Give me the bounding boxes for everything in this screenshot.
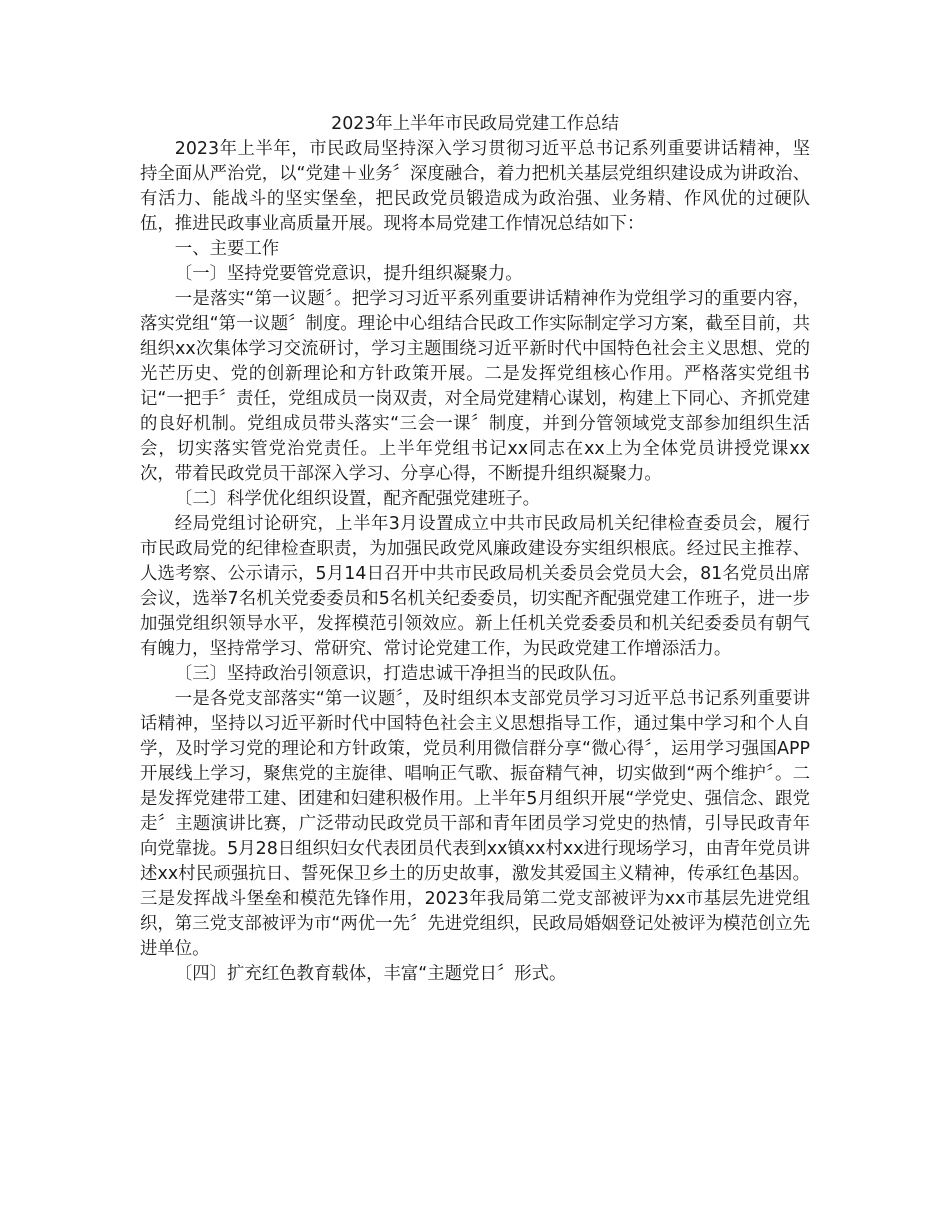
subsection-heading-4: 〔四〕扩充红色教育载体，丰富“主题党日〞形式。 — [174, 964, 567, 984]
section-heading-main-work: 一、主要工作 — [174, 239, 280, 259]
subsection-heading-2: 〔二〕科学优化组织设置，配齐配强党建班子。 — [174, 489, 541, 509]
subsection-body-1: 一是落实“第一议题〞。把学习习近平系列重要讲话精神作为党组学习的重要内容，落实党组“第一议题〞制度。理论中心组结合民政工作实际制定学习方案，截至目前，共组织xx次集体学习交流研讨，学习主题围绕习近平新时代中国特色社会主义思想、党的光芒历史、党的创新理论和方针政策开展。二是发挥党组核心作用。严格落实党组书记“一把手〞责任，党组成员一岗双责，对全局党建精心谋划，构建上下同心、齐抓党建的良好机制。党组成员带头落实“三会一课〞制度，并到分管领域党支部参加组织生活会，切实落实管党治党责任。上半年党组书记xx同志在xx上为全体党员讲授党课xx次，带着民政党员干部深入学习、分享心得，不断提升组织凝聚力。 — [140, 289, 810, 484]
document-page — [140, 112, 810, 987]
subsection-heading-3: 〔三〕坚持政治引领意识，打造忠诚干净担当的民政队伍。 — [174, 664, 627, 684]
subsection-body-2: 经局党组讨论研究，上半年3月设置成立中共市民政局机关纪律检查委员会，履行市民政局党的纪律检查职责，为加强民政党风廉政建设夯实组织根底。经过民主推荐、人选考察、公示请示，5月14日召开中共市民政局机关委员会党员大会，81名党员出席会议，选举7名机关党委委员和5名机关纪委委员，切实配齐配强党建工作班子，进一步加强党组织领导水平，发挥模范引领效应。新上任机关党委委员和机关纪委委员有朝气有魄力，坚持常学习、常研究、常讨论党建工作，为民政党建工作增添活力。 — [140, 514, 810, 659]
subsection-heading-1: 〔一〕坚持党要管党意识，提升组织凝聚力。 — [174, 264, 523, 284]
document-title: 2023年上半年市民政局党建工作总结 — [331, 114, 619, 134]
intro-paragraph: 2023年上半年，市民政局坚持深入学习贯彻习近平总书记系列重要讲话精神，坚持全面从严治党，以“党建＋业务〞深度融合，着力把机关基层党组织建设成为讲政治、有活力、能战斗的坚实堡垒，把民政党员锻造成为政治强、业务精、作风优的过硬队伍，推进民政事业高质量开展。现将本局党建工作情况总结如下： — [140, 139, 810, 234]
subsection-body-3: 一是各党支部落实“第一议题〞，及时组织本支部党员学习习近平总书记系列重要讲话精神，坚持以习近平新时代中国特色社会主义思想指导工作，通过集中学习和个人自学，及时学习党的理论和方针政策，党员利用微信群分享“微心得〞，运用学习强国APP开展线上学习，聚焦党的主旋律、唱响正气歌、振奋精气神，切实做到“两个维护〞。二是发挥党建带工建、团建和妇建积极作用。上半年5月组织开展“学党史、强信念、跟党走〞主题演讲比赛，广泛带动民政党员干部和青年团员学习党史的热情，引导民政青年向党靠拢。5月28日组织妇女代表团员代表到xx镇xx村xx进行现场学习，由青年党员讲述xx村民顽强抗日、誓死保卫乡土的历史故事，激发其爱国主义精神，传承红色基因。三是发挥战斗堡垒和模范先锋作用，2023年我局第二党支部被评为xx市基层先进党组织，第三党支部被评为市“两优一先〞先进党组织，民政局婚姻登记处被评为模范创立先进单位。 — [140, 689, 810, 959]
